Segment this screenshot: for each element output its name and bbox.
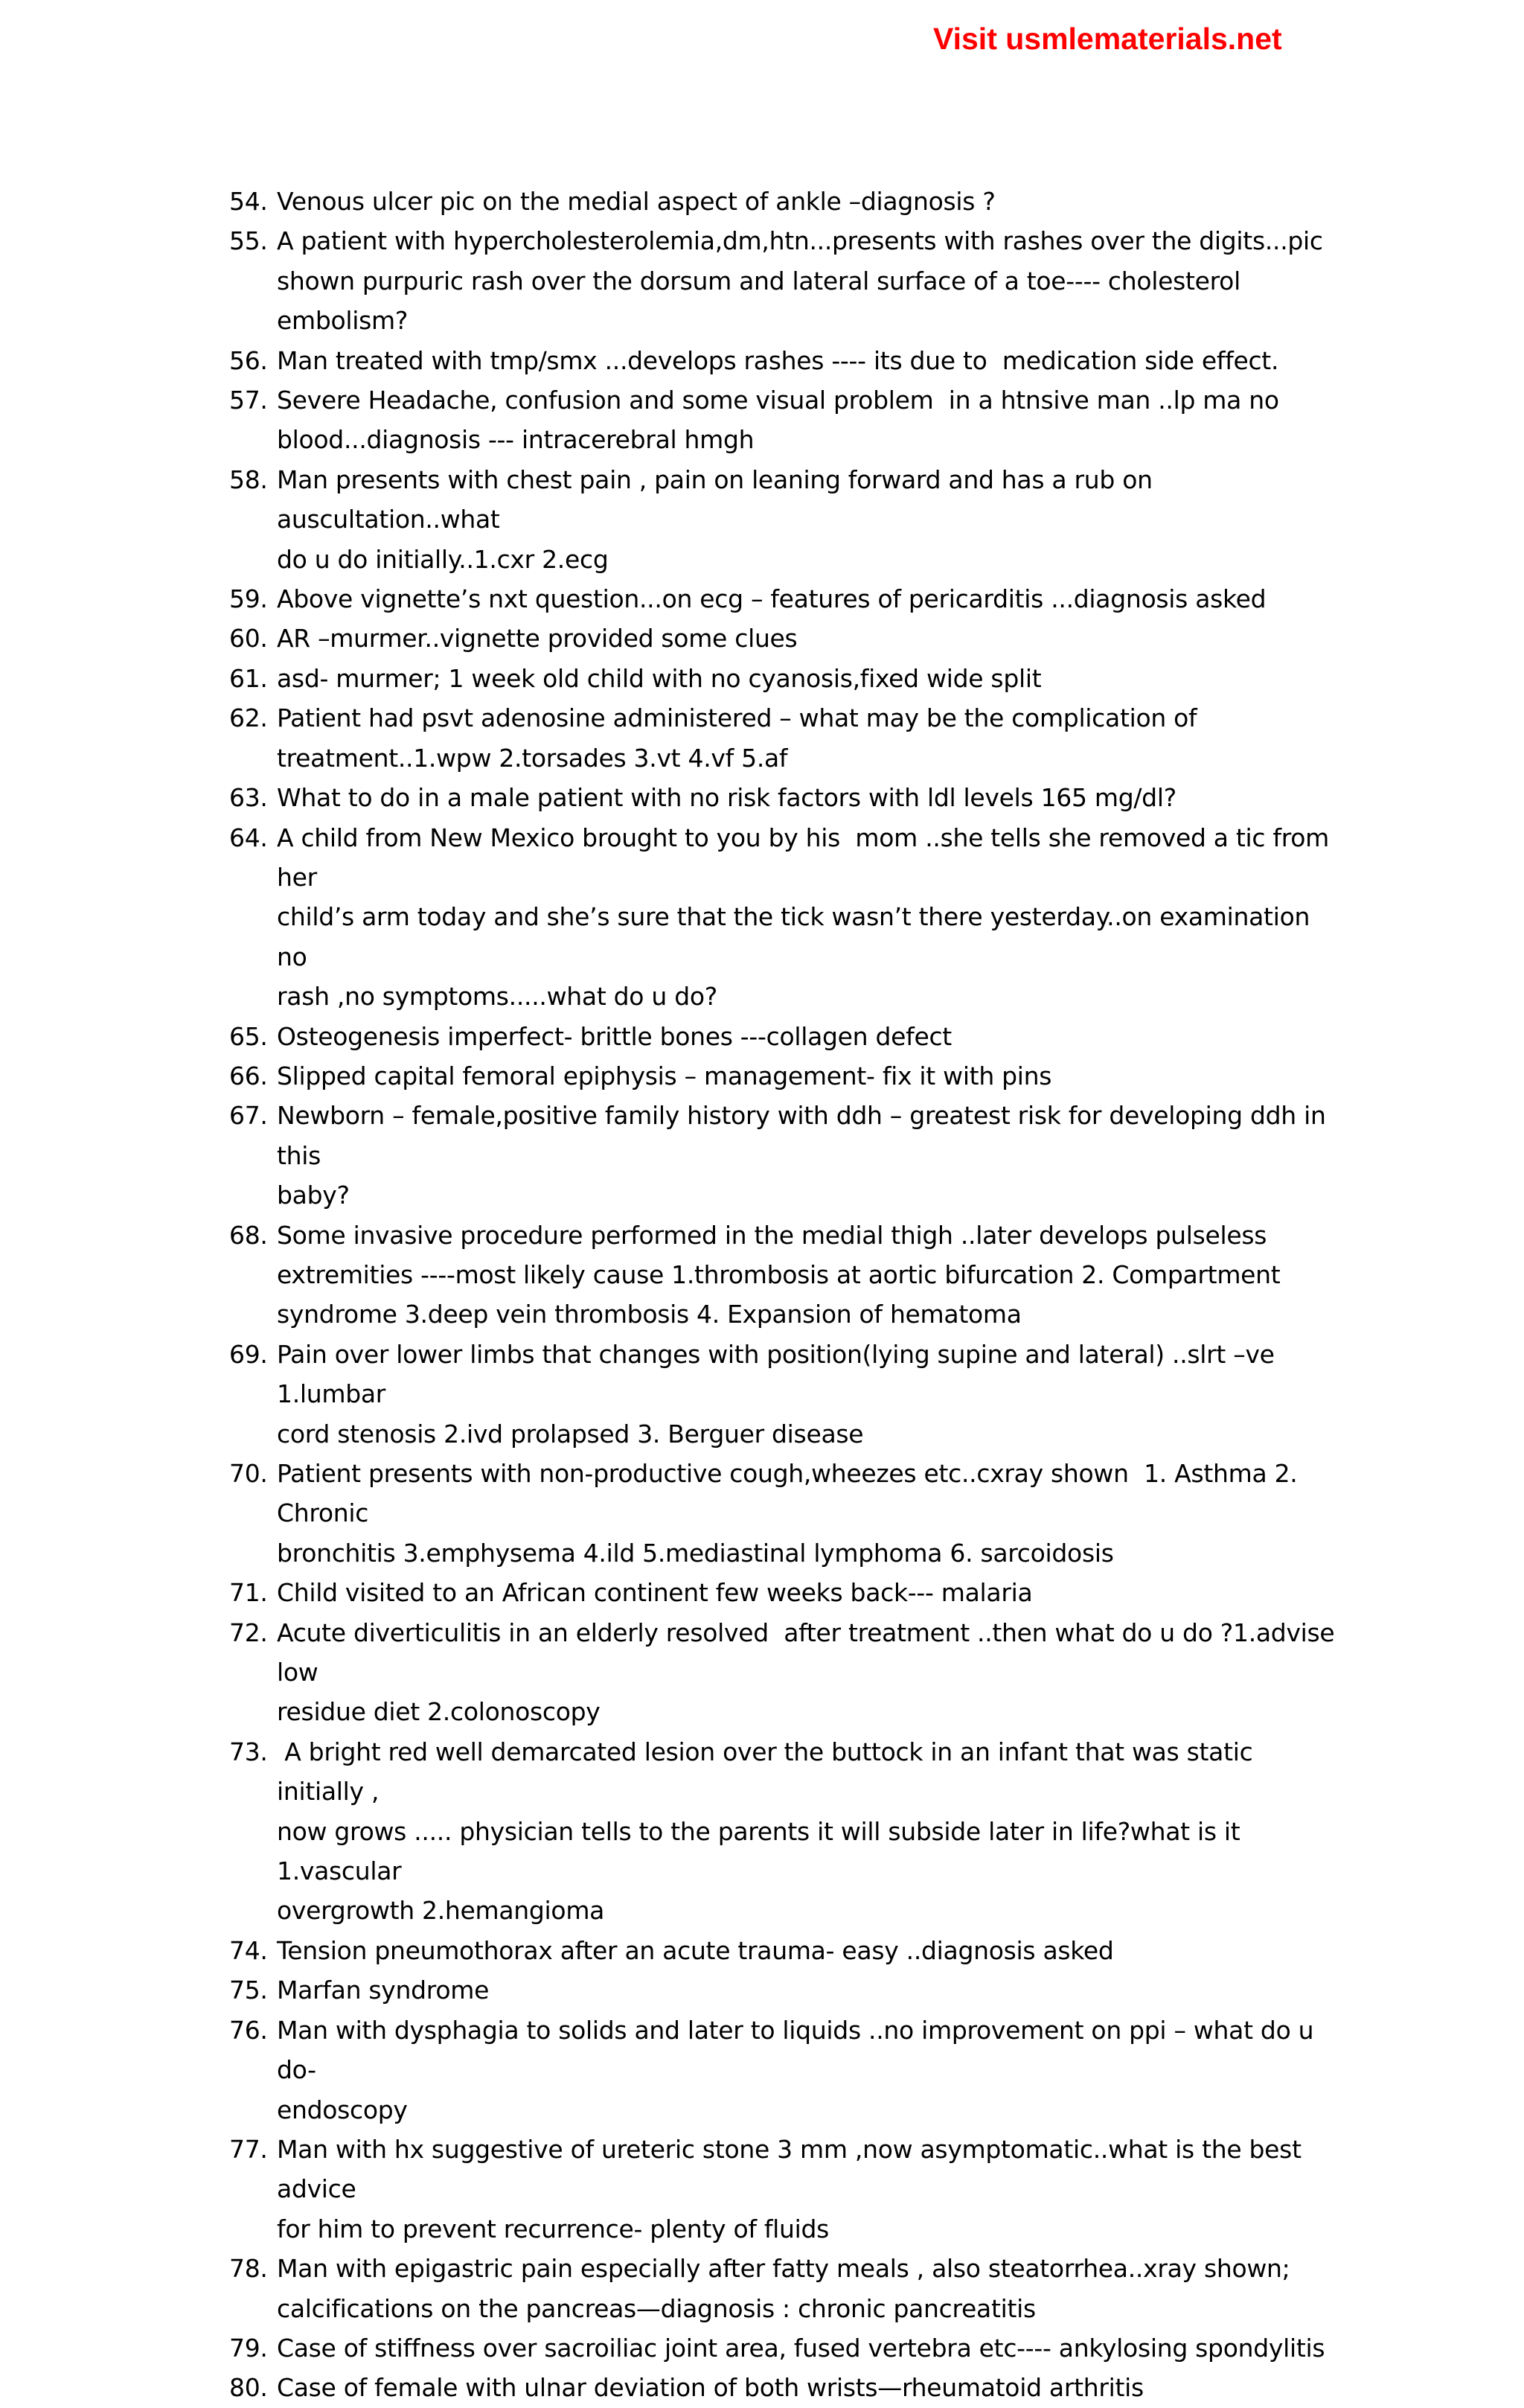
item-text: Patient had psvt adenosine administered – what may be the complication of treatment..1.wpw 2.torsades 3.vt 4.vf 5.af	[277, 703, 1197, 773]
item-number: 79.	[229, 2333, 268, 2363]
list-item	[229, 1931, 1345, 1970]
item-text: Acute diverticulitis in an elderly resolved after treatment ..then what do u do ?1.advise low residue diet 2.colonoscopy	[277, 1617, 1335, 1727]
item-text: A patient with hypercholesterolemia,dm,htn...presents with rashes over the digits...pic shown purpuric rash over the dorsum and lateral surface of a toe---- cholesterol embolism?	[277, 226, 1323, 336]
list-item	[229, 1056, 1345, 1096]
item-number: 67.	[229, 1101, 268, 1131]
list-item	[229, 341, 1345, 380]
item-number: 77.	[229, 2134, 268, 2164]
list-item	[229, 2130, 1345, 2249]
item-text: Tension pneumothorax after an acute trauma- easy ..diagnosis asked	[277, 1935, 1114, 1965]
item-text: Slipped capital femoral epiphysis – management- fix it with pins	[277, 1061, 1052, 1090]
item-text: Child visited to an African continent few weeks back--- malaria	[277, 1578, 1033, 1608]
item-text: Man with hx suggestive of ureteric stone 3 mm ,now asymptomatic..what is the best advice for him to prevent recurrence- plenty of fluids	[277, 2134, 1302, 2243]
item-text: What to do in a male patient with no risk factors with ldl levels 165 mg/dl?	[277, 783, 1176, 813]
item-number: 63.	[229, 783, 268, 813]
list-item	[229, 2011, 1345, 2130]
item-text: Man with dysphagia to solids and later to liquids ..no improvement on ppi – what do u do- endoscopy	[277, 2015, 1314, 2124]
item-text: Man presents with chest pain , pain on leaning forward and has a rub on auscultation..what do u do initially..1.cxr 2.ecg	[277, 464, 1153, 574]
item-text: Pain over lower limbs that changes with position(lying supine and lateral) ..slrt –ve 1.lumbar cord stenosis 2.ivd prolapsed 3. Berguer disease	[277, 1339, 1275, 1449]
item-number: 54.	[229, 187, 268, 216]
list-item	[229, 818, 1345, 1017]
item-number: 76.	[229, 2015, 268, 2045]
item-number: 72.	[229, 1617, 268, 1647]
question-list	[229, 182, 1345, 2408]
item-text: A bright red well demarcated lesion over the buttock in an infant that was static initially , now grows ..... physician tells to the parents it will subside later in life?what is it 1.vascular overgrowth 2.hemangioma	[277, 1737, 1253, 1926]
item-text: Marfan syndrome	[277, 1976, 490, 2005]
list-item	[229, 1970, 1345, 2010]
item-text: A child from New Mexico brought to you by his mom ..she tells she removed a tic from her child’s arm today and she’s sure that the tick wasn’t there yesterday..on examination no rash ,no symptoms.....what do u do?	[277, 823, 1330, 1012]
list-item	[229, 2328, 1345, 2368]
item-number: 80.	[229, 2373, 268, 2403]
item-number: 66.	[229, 1061, 268, 1090]
item-number: 78.	[229, 2254, 268, 2284]
item-text: Case of stiffness over sacroiliac joint area, fused vertebra etc---- ankylosing spondylitis	[277, 2333, 1325, 2363]
item-text: Newborn – female,positive family history with ddh – greatest risk for developing ddh in this baby?	[277, 1101, 1326, 1210]
list-item	[229, 1096, 1345, 1215]
list-item	[229, 1613, 1345, 1732]
site-watermark: Visit usmlematerials.net	[933, 22, 1282, 56]
item-number: 65.	[229, 1021, 268, 1051]
list-item	[229, 1732, 1345, 1931]
list-item	[229, 2368, 1345, 2407]
item-text: Man with epigastric pain especially after fatty meals , also steatorrhea..xray shown; calcifications on the pancreas—diagnosis : chronic pancreatitis	[277, 2254, 1290, 2323]
item-number: 60.	[229, 624, 268, 654]
item-text: Some invasive procedure performed in the medial thigh ..later develops pulseless extremities ----most likely cause 1.thrombosis at aortic bifurcation 2. Compartment syndrome 3.deep vein thrombosis 4. Expansion of hematoma	[277, 1220, 1281, 1329]
list-item	[229, 1335, 1345, 1454]
item-number: 59.	[229, 584, 268, 614]
item-text: Osteogenesis imperfect- brittle bones ---collagen defect	[277, 1021, 952, 1051]
list-item	[229, 380, 1345, 460]
item-number: 71.	[229, 1578, 268, 1608]
item-number: 58.	[229, 464, 268, 494]
item-number: 74.	[229, 1935, 268, 1965]
list-item	[229, 1454, 1345, 1573]
item-number: 64.	[229, 823, 268, 852]
item-number: 73.	[229, 1737, 268, 1766]
item-number: 69.	[229, 1339, 268, 1369]
item-text: AR –murmer..vignette provided some clues	[277, 624, 798, 654]
item-text: Venous ulcer pic on the medial aspect of ankle –diagnosis ?	[277, 187, 996, 216]
list-item	[229, 619, 1345, 658]
list-item	[229, 1573, 1345, 1612]
item-text: asd- murmer; 1 week old child with no cyanosis,fixed wide split	[277, 663, 1042, 693]
item-number: 61.	[229, 663, 268, 693]
list-item	[229, 460, 1345, 579]
item-number: 56.	[229, 345, 268, 375]
list-item	[229, 778, 1345, 817]
list-item	[229, 698, 1345, 778]
list-item	[229, 182, 1345, 221]
item-text: Severe Headache, confusion and some visual problem in a htnsive man ..lp ma no blood...diagnosis --- intracerebral hmgh	[277, 386, 1279, 455]
item-text: Case of female with ulnar deviation of both wrists—rheumatoid arthritis	[277, 2373, 1144, 2403]
list-item	[229, 1017, 1345, 1056]
list-item	[229, 221, 1345, 340]
list-item	[229, 2249, 1345, 2328]
item-number: 55.	[229, 226, 268, 256]
list-item	[229, 579, 1345, 619]
item-text: Man treated with tmp/smx ...develops rashes ---- its due to medication side effect.	[277, 345, 1279, 375]
item-text: Patient presents with non-productive cough,wheezes etc..cxray shown 1. Asthma 2. Chronic bronchitis 3.emphysema 4.ild 5.mediastinal lymphoma 6. sarcoidosis	[277, 1459, 1298, 1568]
item-number: 68.	[229, 1220, 268, 1250]
item-number: 62.	[229, 703, 268, 733]
list-item	[229, 659, 1345, 698]
item-number: 75.	[229, 1976, 268, 2005]
item-number: 57.	[229, 386, 268, 415]
item-text: Above vignette’s nxt question...on ecg – features of pericarditis ...diagnosis asked	[277, 584, 1267, 614]
list-item	[229, 1216, 1345, 1335]
item-number: 70.	[229, 1459, 268, 1488]
